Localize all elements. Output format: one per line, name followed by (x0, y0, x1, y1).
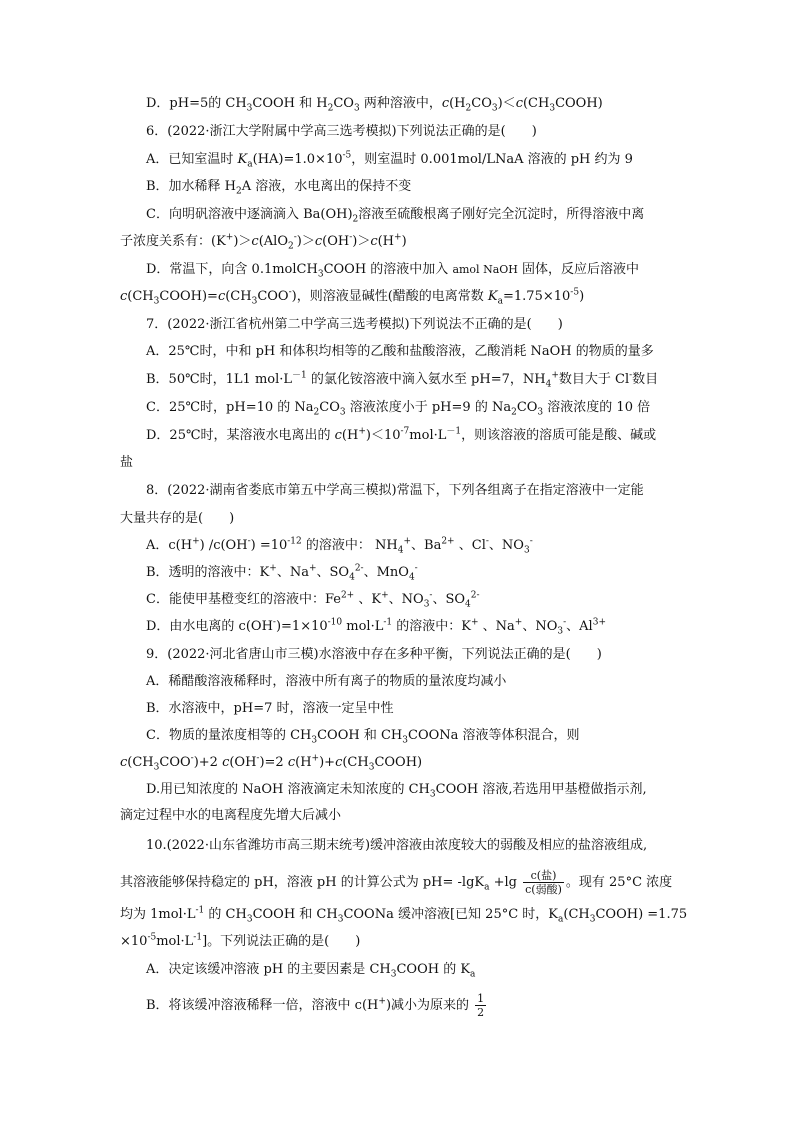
text-line-l2: 6．(2022·浙江大学附属中学高三选考模拟)下列说法正确的是( ) (146, 124, 537, 139)
text-line-l4: B．加水稀释 $H_2A$ 溶液，水电离出的保持不变 (146, 179, 412, 197)
text-line-l24: C．物质的量浓度相等的 $CH_3COOH$ 和 $CH_3COONa$ 溶液等体积混合，则 (146, 728, 580, 746)
text-line-l14: 盐 (120, 455, 134, 470)
text-line-l29: 其溶液能够保持稳定的 pH，溶液 pH 的计算公式为 pH= -lgK$_a$ +lg $\frac{\text{c(盐)}}{\text{c(弱酸)}}$ 。现有 25°C 浓度 (120, 869, 673, 896)
text-line-l17: A．c(H+) $/c(OH^-) =10^{-12}$ 的溶液中： $NH_4^+$、$Ba^{2+}$ 、Cl-、$NO_3^-$ (146, 536, 533, 556)
text-line-l9: 7．(2022·浙江省杭州第二中学高三选考模拟)下列说法不正确的是( ) (146, 317, 563, 332)
text-line-l30: 均为 $1mol\cdot L^{-1}$ 的 $CH_3COOH$ 和 $CH_3COONa$ 缓冲溶液[已知 25°C 时，$K_a(CH_3COOH) =1.75$ (120, 905, 688, 925)
text-line-l19: C．能使甲基橙变红的溶液中：$Fe^{2+}$ 、K+、$NO_3^-$、$SO_4^{2-}$ (146, 590, 480, 610)
text-line-l20: D．由水电离的 $c(OH^-)=1\times 10^{-10}$ $mol\cdot L^{-1}$ 的溶液中：K+ 、Na+、$NO_3^-$、$Al^{3+}$ (146, 617, 606, 637)
text-line-l31: $\times 10^{-5}mol\cdot L^{-1}$]。下列说法正确的是( ) (120, 932, 361, 949)
text-line-l27: 滴定过程中水的电离程度先增大后减小 (120, 808, 342, 823)
text-line-l22: A．稀醋酸溶液稀释时，溶液中所有离子的物质的量浓度均减小 (146, 674, 507, 689)
text-line-l7: D．常温下，向含 0.1molCH$_3$COOH 的溶液中加入 amol NaOH 固体，反应后溶液中 (146, 262, 639, 280)
text-line-l16: 大量共存的是( ) (120, 511, 235, 526)
text-line-l28: 10.(2022·山东省潍坊市高三期末统考)缓冲溶液由浓度较大的弱酸及相应的盐溶液组成, (146, 838, 648, 853)
text-line-l12: C．25℃时，pH=10 的 $Na_2CO_3$ 溶液浓度小于 pH=9 的 $Na_2CO_3$ 溶液浓度的 10 倍 (146, 400, 651, 418)
text-line-l10: A．25℃时，中和 pH 和体积均相等的乙酸和盐酸溶液，乙酸消耗 NaOH 的物质的量多 (146, 344, 654, 359)
text-line-l23: B．水溶液中，pH=7 时，溶液一定呈中性 (146, 701, 394, 716)
text-line-l21: 9．(2022·河北省唐山市三模)水溶液中存在多种平衡，下列说法正确的是( ) (146, 647, 602, 662)
text-line-l26: D.用已知浓度的 NaOH 溶液滴定未知浓度的 $CH_3COOH$ 溶液,若选用甲基橙做指示剂, (146, 782, 647, 800)
text-line-l1: D．pH=5的 $CH_3COOH$ 和 $H_2CO_3$ 两种溶液中，$c(H_2CO_3)<c(CH_3COOH)$ (146, 96, 603, 114)
text-line-l3: A．已知室温时 $K_a(HA)=1.0\times 10^{-5}$，则室温时 0.001mol/LNaA 溶液的 pH 约为 9 (146, 150, 633, 170)
text-line-l15: 8．(2022·湖南省娄底市第五中学高三模拟)常温下，下列各组离子在指定溶液中一定能 (146, 483, 644, 498)
text-line-l6: 子浓度关系有：(K+)＞c(AlO$_2$-)＞c(OH-)＞c(H+) (120, 232, 407, 252)
text-line-l8: $c(CH_3COOH)=c(CH_3COO^-)$，则溶液显碱性(醋酸的电离常数 $K_a=1.75\times 10^{-5}$) (120, 287, 585, 307)
text-line-l32: A．决定该缓冲溶液 pH 的主要因素是 $CH_3COOH$ 的 $K_a$ (146, 962, 476, 980)
text-line-l33: B．将该缓冲溶液稀释一倍，溶液中 c(H+)减小为原来的 $\frac{1}{2}$ (146, 992, 485, 1019)
text-line-l5: C．向明矾溶液中逐滴滴入 $Ba(OH)_2$溶液至硫酸根离子刚好完全沉淀时，所得溶液中离 (146, 207, 645, 225)
text-line-l11: B．50℃时，1L1 $mol\cdot L^{-1}$ 的氯化铵溶液中滴入氨水至 pH=7，$NH_4^+$数目大于 Cl-数目 (146, 370, 659, 390)
text-line-l18: B．透明的溶液中：K+、Na+、$SO_4^{2-}$、MnO$_4$- (146, 563, 418, 583)
text-line-l25: $c(CH_3COO^-)+2$ c(OH-)=2 $c(H^+)+c(CH_3COOH)$ (120, 753, 423, 773)
text-line-l13: D．25℃时，某溶液水电离出的 $c(H^+)<10^{-7}mol\cdot L^{-1}$，则该溶液的溶质可能是酸、碱或 (146, 426, 657, 443)
